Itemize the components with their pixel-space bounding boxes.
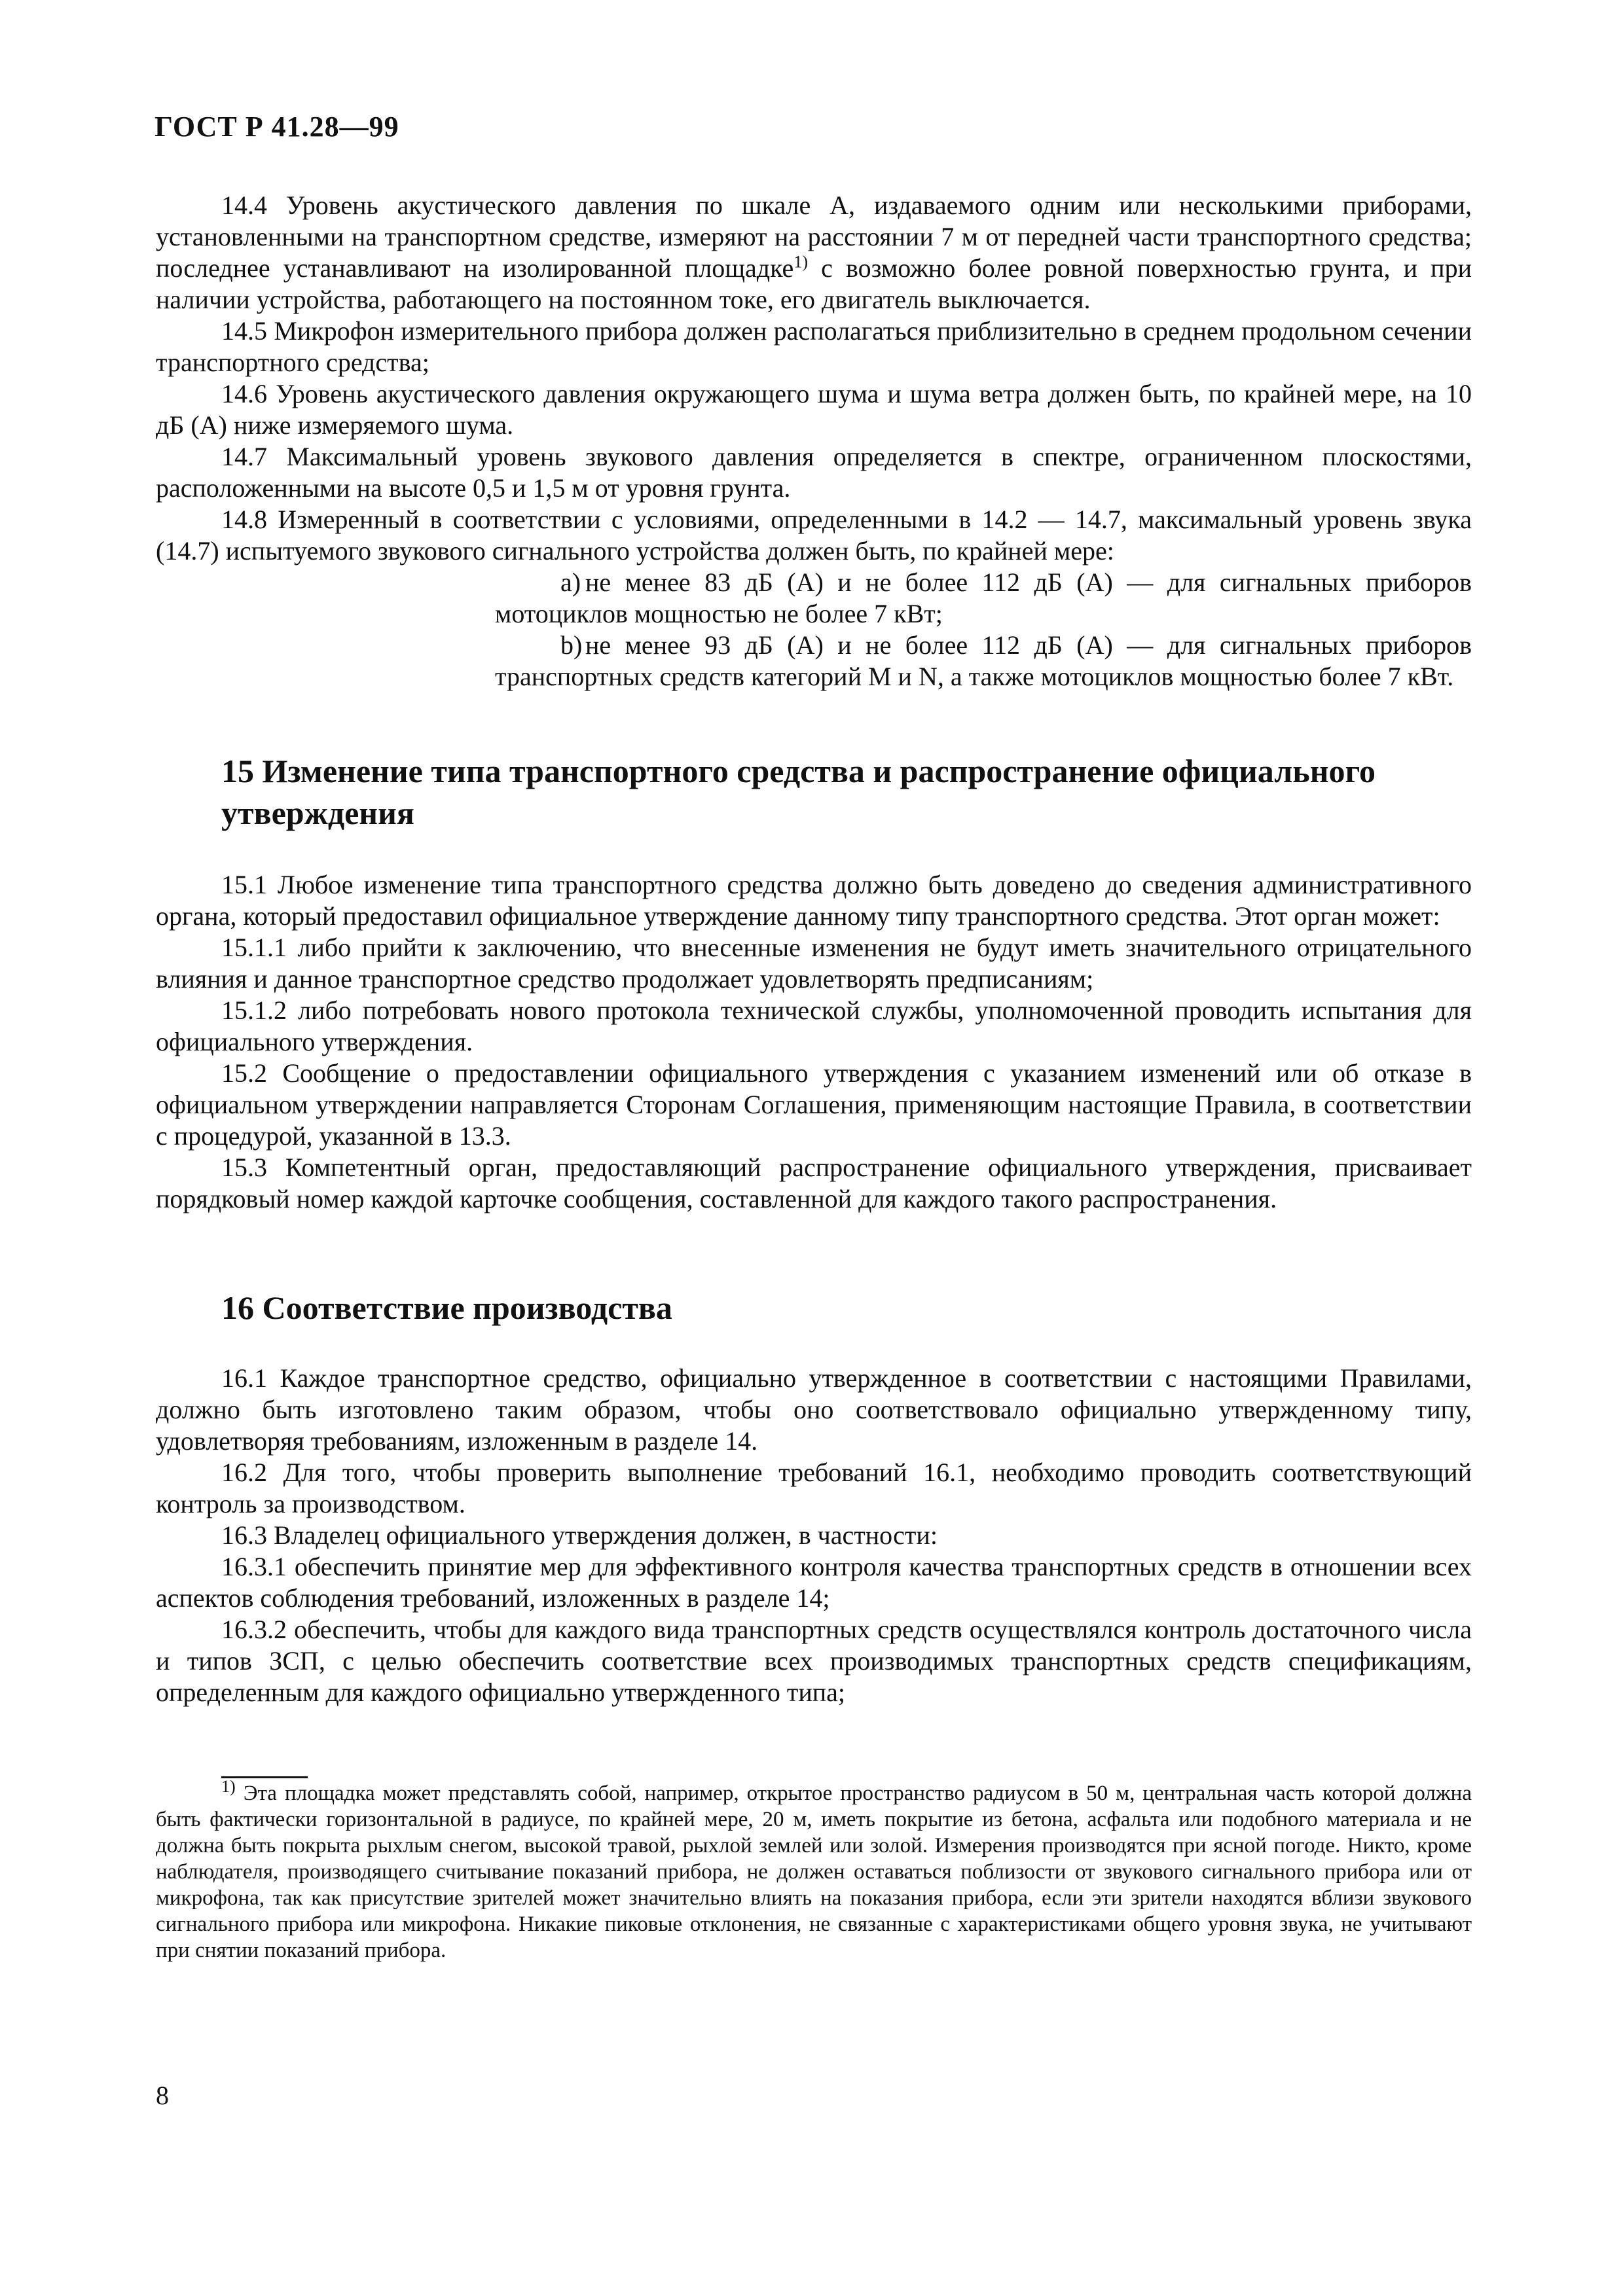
paragraph-14-7: 14.7 Максимальный уровень звукового давления определяется в спектре, ограниченном плоскостями, расположенными на высоте 0,5 и 1,5 м от уровня грунта. (156, 442, 1472, 503)
footnote-block (156, 1777, 1472, 1964)
footnote-marker: 1) (221, 1777, 236, 1796)
standard-code-header: ГОСТ Р 41.28—99 (155, 111, 399, 143)
paragraph-15-1-2: 15.1.2 либо потребовать нового протокола технической службы, уполномоченной проводить испытания для официального утверждения. (156, 996, 1472, 1056)
section-16-heading: 16 Соответствие производства (221, 1289, 672, 1326)
paragraph-14-8: 14.8 Измеренный в соответствии с условиями, определенными в 14.2 — 14.7, максимальный уровень звука (14.7) испытуемого звукового сигнального устройства должен быть, по крайней мере: (156, 505, 1472, 565)
section-15-block (156, 750, 1472, 1215)
paragraph-15-3: 15.3 Компетентный орган, предоставляющий распространение официального утверждения, присваивает порядковый номер каждой карточке сообщения, составленной для каждого такого распространения. (156, 1153, 1472, 1213)
paragraph-15-2: 15.2 Сообщение о предоставлении официального утверждения с указанием изменений или об отказе в официальном утверждении направляется Сторонам Соглашения, применяющим настоящие Правила, в соответствии с процедурой, указанной в 13.3. (156, 1058, 1472, 1151)
paragraph-14-4: 14.4 Уровень акустического давления по шкале А, издаваемого одним или несколькими приборами, установленными на транспортном средстве, измеряют на расстоянии 7 м от передней части транспортного средства; последнее устанавливают на изолированной площадке$^{1)}$ с возможно более ровной поверхностью грунта, и при наличии устройства, работающего на постоянном токе, его двигатель выключается. (156, 190, 1472, 314)
paragraph-16-1: 16.1 Каждое транспортное средство, официально утвержденное в соответствии с настоящими Правилами, должно быть изготовлено таким образом, чтобы оно соответствовало официально утвержденному типу, удовлетворяя требованиям, изложенным в разделе 14. (156, 1363, 1472, 1456)
section-14-block (156, 190, 1472, 692)
paragraph-15-1: 15.1 Любое изменение типа транспортного средства должно быть доведено до сведения административного органа, который предоставил официальное утверждение данному типу транспортного средства. Этот орган может: (156, 870, 1472, 931)
paragraph-14-6: 14.6 Уровень акустического давления окружающего шума и шума ветра должен быть, по крайней мере, на 10 дБ (А) ниже измеряемого шума. (156, 379, 1472, 440)
paragraph-16-2: 16.2 Для того, чтобы проверить выполнение требований 16.1, необходимо проводить соответствующий контроль за производством. (156, 1458, 1472, 1518)
list-item-b: b) не менее 93 дБ (А) и не более 112 дБ (А) — для сигнальных приборов транспортных средств категорий М и N, а также мотоциклов мощностью более 7 кВт. (495, 630, 1472, 691)
list-marker: b) (560, 630, 583, 660)
page-number: 8 (156, 2081, 169, 2110)
footnote-1: $^{1)}$ Эта площадка может представлять собой, например, открытое пространство радиусом в 50 м, центральная часть которой должна быть фактически горизонтальной в радиусе, по крайней мере, 20 м, иметь покрытие из бетона, асфальта или подобного материала и не должна быть покрыта рыхлым снегом, высокой травой, рыхлой землей или золой. Измерения производятся при ясной погоде. Никто, кроме наблюдателя, производящего считывание показаний прибора, не должен оставаться поблизости от звукового сигнального прибора или от микрофона, так как присутствие зрителей может значительно влиять на показания прибора, если эти зрители находятся вблизи звукового сигнального прибора или микрофона. Никакие пиковые отклонения, не связанные с характеристиками общего уровня звука, не учитывают при снятии показаний прибора. (156, 1777, 1472, 1962)
paragraph-15-1-1: 15.1.1 либо прийти к заключению, что внесенные изменения не будут иметь значительного отрицательного влияния и данное транспортное средство продолжает удовлетворять предписаниям; (156, 933, 1472, 994)
list-marker: a) (560, 567, 581, 597)
section-16-block (156, 1287, 1472, 1708)
paragraph-16-3: 16.3 Владелец официального утверждения должен, в частности: (221, 1520, 938, 1550)
paragraph-16-3-2: 16.3.2 обеспечить, чтобы для каждого вида транспортных средств осуществлялся контроль достаточного числа и типов ЗСП, с целью обеспечить соответствие всех производимых транспортных средств спецификациям, определенным для каждого официально утвержденного типа; (156, 1615, 1472, 1707)
paragraph-16-3-1: 16.3.1 обеспечить принятие мер для эффективного контроля качества транспортных средств в отношении всех аспектов соблюдения требований, изложенных в разделе 14; (156, 1552, 1472, 1613)
paragraph-14-5: 14.5 Микрофон измерительного прибора должен располагаться приблизительно в среднем продольном сечении транспортного средства; (156, 316, 1472, 377)
list-item-a: a) не менее 83 дБ (А) и не более 112 дБ (А) — для сигнальных приборов мотоциклов мощностью не более 7 кВт; (495, 567, 1472, 628)
footnote-reference: 1) (793, 252, 808, 272)
section-15-heading: 15 Изменение типа транспортного средства и распространение официального утверждения (221, 753, 1376, 831)
